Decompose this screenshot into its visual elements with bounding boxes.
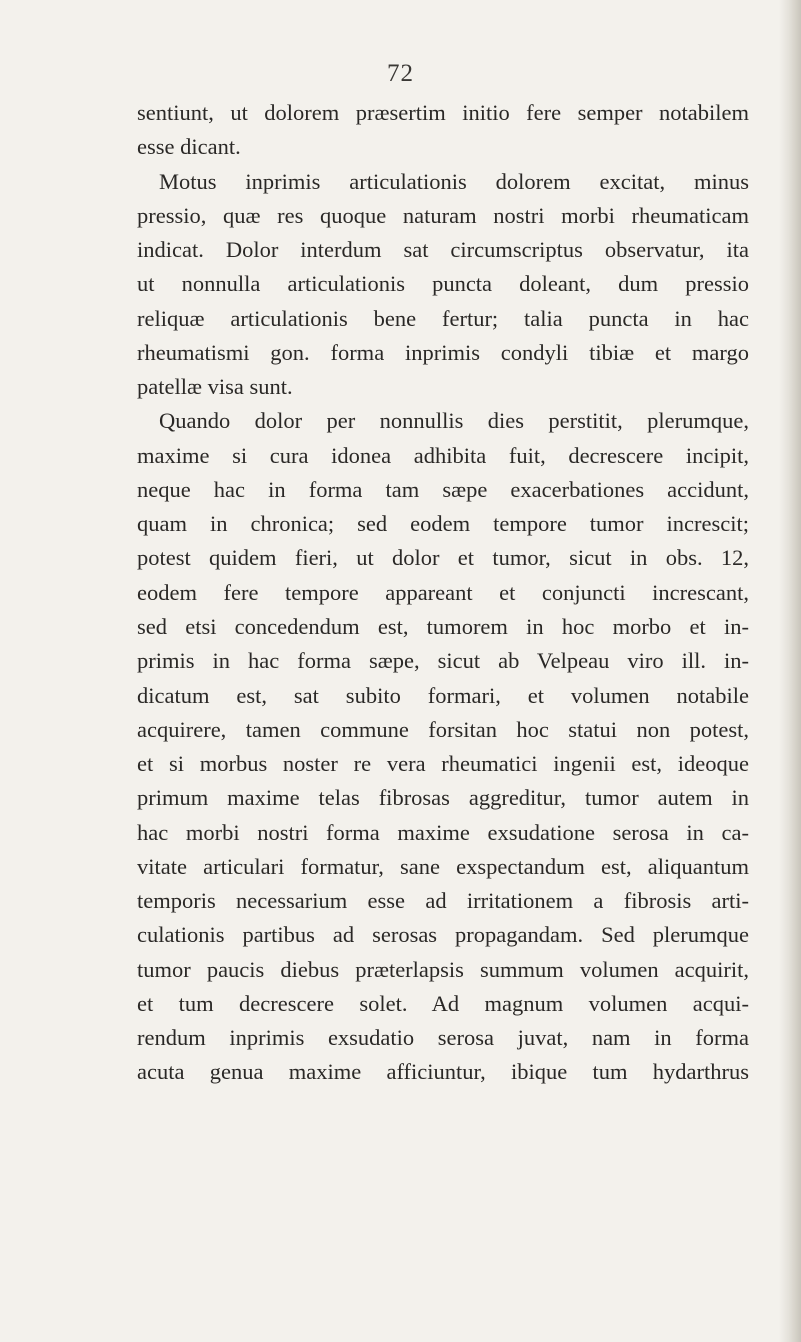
text-line: Motus inprimis articulationis dolorem excitat, minus	[159, 168, 749, 194]
text-line: maxime si cura idonea adhibita fuit, decrescere incipit,	[137, 442, 749, 468]
text-line: dicatum est, sat subito formari, et volumen notabile	[137, 682, 749, 708]
text-line: pressio, quæ res quoque naturam nostri morbi rheumaticam	[137, 202, 749, 228]
text-line: acquirere, tamen commune forsitan hoc statui non potest,	[137, 716, 749, 742]
page-number: 72	[387, 60, 414, 87]
text-line: neque hac in forma tam sæpe exacerbationes accidunt,	[137, 476, 749, 502]
body-text	[137, 96, 749, 1090]
text-line: et si morbus noster re vera rheumatici ingenii est, ideoque	[137, 751, 749, 777]
text-line: hac morbi nostri forma maxime exsudatione serosa in ca-	[137, 819, 749, 845]
text-line: sentiunt, ut dolorem præsertim initio fere semper notabilem	[137, 100, 749, 125]
text-line: eodem fere tempore appareant et conjuncti increscant,	[137, 579, 749, 605]
text-line: tumor paucis diebus præterlapsis summum volumen acquirit,	[137, 956, 749, 982]
text-line: reliquæ articulationis bene fertur; talia puncta in hac	[137, 305, 749, 331]
text-line: quam in chronica; sed eodem tempore tumor increscit;	[137, 511, 749, 537]
text-line: vitate articulari formatur, sane exspectandum est, aliquantum	[137, 853, 749, 879]
text-line: rheumatismi gon. forma inprimis condyli tibiæ et margo	[137, 339, 749, 365]
page-edge-shadow	[779, 0, 801, 1342]
text-line: patellæ visa sunt.	[137, 374, 293, 400]
text-line: culationis partibus ad serosas propagandam. Sed plerumque	[137, 922, 749, 948]
text-line: temporis necessarium esse ad irritationem a fibrosis arti-	[137, 888, 749, 914]
text-line: potest quidem fieri, ut dolor et tumor, sicut in obs. 12,	[137, 545, 749, 571]
text-line: sed etsi concedendum est, tumorem in hoc morbo et in-	[137, 613, 749, 639]
text-line: esse dicant.	[137, 134, 241, 160]
text-line: primis in hac forma sæpe, sicut ab Velpeau viro ill. in-	[137, 648, 749, 674]
text-line: indicat. Dolor interdum sat circumscriptus observatur, ita	[137, 237, 749, 263]
text-line: primum maxime telas fibrosas aggreditur, tumor autem in	[137, 785, 749, 811]
text-line: Quando dolor per nonnullis dies perstitit, plerumque,	[159, 408, 749, 434]
text-line: rendum inprimis exsudatio serosa juvat, nam in forma	[137, 1025, 749, 1051]
text-line: et tum decrescere solet. Ad magnum volumen acqui-	[137, 990, 749, 1016]
text-line: ut nonnulla articulationis puncta doleant, dum pressio	[137, 271, 749, 297]
text-line: acuta genua maxime afficiuntur, ibique tum hydarthrus	[137, 1059, 749, 1085]
